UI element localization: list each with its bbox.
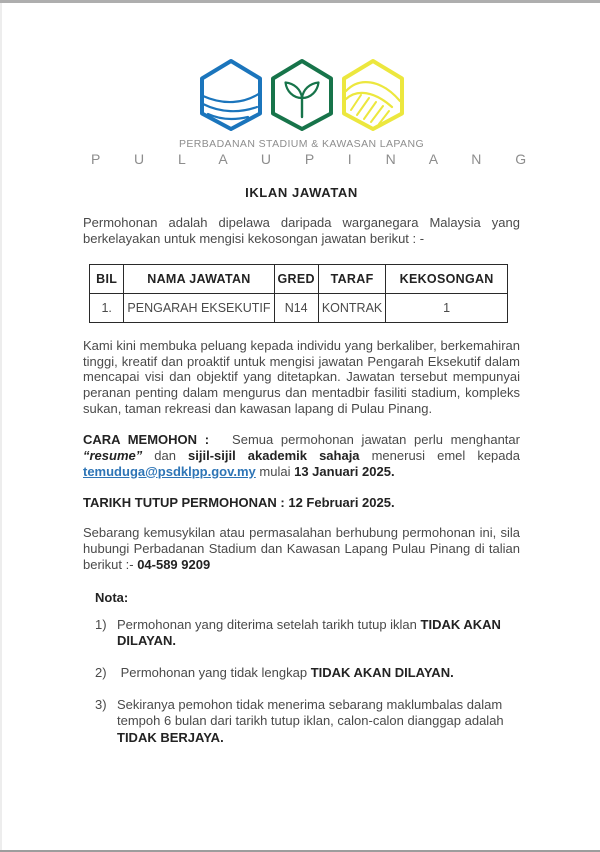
org-name-line2: P U L A U P I N A N G [91,151,535,167]
cell-kekosongan: 1 [386,293,508,322]
scan-edge-top [0,0,600,3]
document-content [0,58,600,746]
logo-hexagons [83,58,520,132]
vacancy-table [89,264,508,323]
page-title: IKLAN JAWATAN [245,185,358,200]
nota-item-text [117,697,520,745]
phone-number: 04-589 9209 [137,557,211,573]
nota-item-number: 1) [95,617,107,633]
email-link[interactable]: temuduga@psdklpp.gov.my [83,463,256,479]
nota-item-text [117,665,520,681]
text-run: Semua permohonan jawatan perlu menghantar [216,432,520,448]
col-header-taraf: TARAF [318,264,385,293]
nota-item-2 [95,665,520,681]
stadium-field-hexagon-icon [199,58,263,132]
org-name-line1: PERBADANAN STADIUM & KAWASAN LAPANG [178,138,425,150]
cell-bil: 1. [90,293,124,322]
text-run: CARA MEMOHON : [83,432,217,448]
text-run: Kami kini membuka peluang kepada individu yang berkaliber, berkemahiran tinggi, kreatif dan proaktif untuk mengisi jawatan Pengarah Eksekutif dalam mencapai visi dan objektif yang ditetapkan. Jawatan tersebut mempunyai peranan penting dalam mengurus dan mentadbir fasiliti stadium, kompleks sukan, taman rekreasi dan kawasan lapang di Pulau Pinang. [83,337,520,417]
contact-paragraph [83,525,520,573]
text-run: TIDAK AKAN DILAYAN. [117,617,501,649]
nota-item-3 [95,697,520,745]
nota-item-text [117,617,520,649]
col-header-kekosongan: KEKOSONGAN [386,264,508,293]
scan-edge-left [0,3,2,850]
cell-taraf: KONTRAK [318,293,385,322]
about-paragraph [83,338,520,417]
closing-date-line [83,495,520,511]
nota-list [83,617,520,746]
col-header-gred: GRED [274,264,318,293]
nota-item-1 [95,617,520,649]
sprout-hexagon-icon [270,58,334,132]
text-run: TIDAK BERJAYA. [117,729,224,745]
nota-item-number: 2) [95,665,107,681]
text-run: mulai [255,463,295,479]
text-run: TIDAK AKAN DILAYAN. [310,665,454,681]
intro-paragraph [83,215,520,247]
text-run: Permohonan adalah dipelawa daripada warganegara Malaysia yang berkelayakan untuk mengisi kekosongan jawatan berikut : - [83,215,520,246]
text-run: sijil-sijil akademik sahaja [188,447,360,463]
col-header-bil: BIL [90,264,124,293]
text-run: 13 Januari 2025. [294,463,395,479]
cell-nama-jawatan: PENGARAH EKSEKUTIF [124,293,274,322]
wave-hexagon-icon [341,58,405,132]
cell-gred: N14 [274,293,318,322]
text-run: TARIKH TUTUP PERMOHONAN : 12 Februari 2025. [83,494,395,510]
text-run: Sekiranya pemohon tidak menerima sebarang maklumbalas dalam tempoh 6 bulan dari tarikh tutup iklan, calon-calon dianggap adalah [117,697,504,729]
text-run: “resume” [83,447,143,463]
organization-logo [83,58,535,167]
table-header-row [90,264,508,293]
how-to-apply-paragraph [83,432,520,480]
text-run: menerusi emel kepada [359,447,520,463]
text-run: Sebarang kemusykilan atau permasalahan berhubung permohonan ini, sila hubungi Perbadanan Stadium dan Kawasan Lapang Pulau Pinang di talian berikut :- [83,525,520,573]
text-run: dan [142,447,189,463]
text-run: Permohonan yang tidak lengkap [117,665,311,681]
col-header-nama-jawatan: NAMA JAWATAN [124,264,274,293]
nota-item-number: 3) [95,697,107,713]
nota-label: Nota: [95,590,129,606]
table-row [90,293,508,322]
text-run: Permohonan yang diterima setelah tarikh tutup iklan [117,617,421,633]
